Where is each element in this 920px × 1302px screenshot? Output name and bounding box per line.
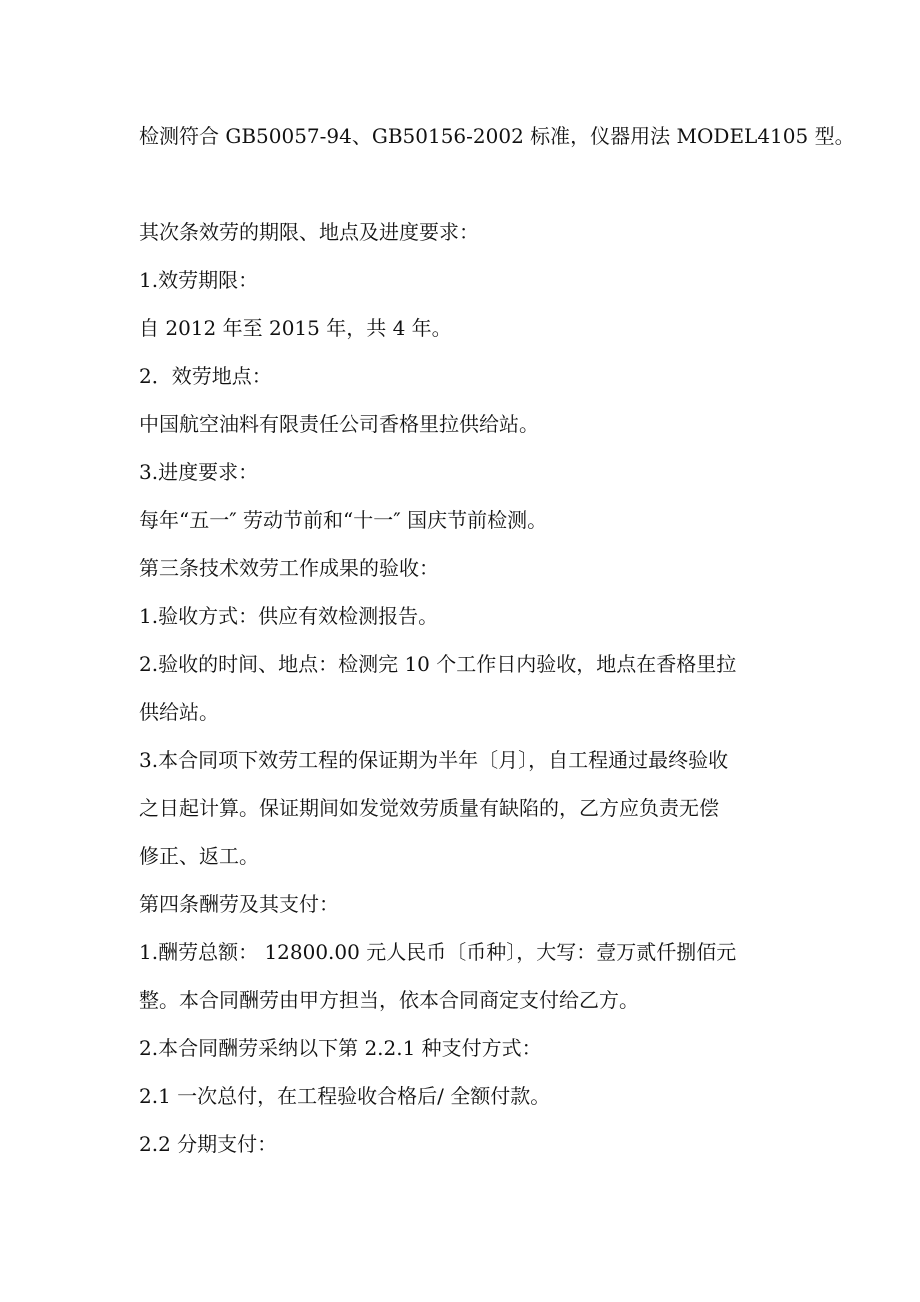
- text-line: 自 2012 年至 2015 年，共 4 年。: [139, 316, 452, 340]
- text-line: 中国航空油料有限责任公司香格里拉供给站。: [139, 412, 539, 436]
- text-line: 3.本合同项下效劳工程的保证期为半年〔月〕，自工程通过最终验收: [139, 748, 729, 772]
- text-line: 供给站。: [139, 700, 219, 724]
- text-line: 修正、返工。: [139, 844, 259, 868]
- text-line: 检测符合 GB50057-94、GB50156-2002 标准，仪器用法 MODEL4105 型。: [139, 124, 855, 148]
- text-line: 3.进度要求：: [139, 460, 259, 484]
- text-line: 2.本合同酬劳采纳以下第 2.2.1 种支付方式：: [139, 1036, 542, 1060]
- text-line: 1.验收方式：供应有效检测报告。: [139, 604, 439, 628]
- text-line: 2.验收的时间、地点：检测完 10 个工作日内验收，地点在香格里拉: [139, 652, 737, 676]
- section-heading: 第四条酬劳及其支付：: [139, 892, 339, 916]
- text-line: 每年“五一″ 劳动节前和“十一″ 国庆节前检测。: [139, 508, 548, 532]
- text-line: 整。本合同酬劳由甲方担当，依本合同商定支付给乙方。: [139, 988, 639, 1012]
- text-line: 2.1 一次总付，在工程验收合格后/ 全额付款。: [139, 1084, 551, 1108]
- text-line: 之日起计算。保证期间如发觉效劳质量有缺陷的，乙方应负责无偿: [139, 796, 719, 820]
- text-line: 1.效劳期限：: [139, 268, 259, 292]
- text-line: 1.酬劳总额： 12800.00 元人民币〔币种〕，大写：壹万贰仟捌佰元: [139, 940, 737, 964]
- section-heading: 其次条效劳的期限、地点及进度要求：: [139, 220, 479, 244]
- text-line: 2．效劳地点：: [139, 364, 272, 388]
- section-heading: 第三条技术效劳工作成果的验收：: [139, 556, 439, 580]
- text-line: 2.2 分期支付：: [139, 1132, 278, 1156]
